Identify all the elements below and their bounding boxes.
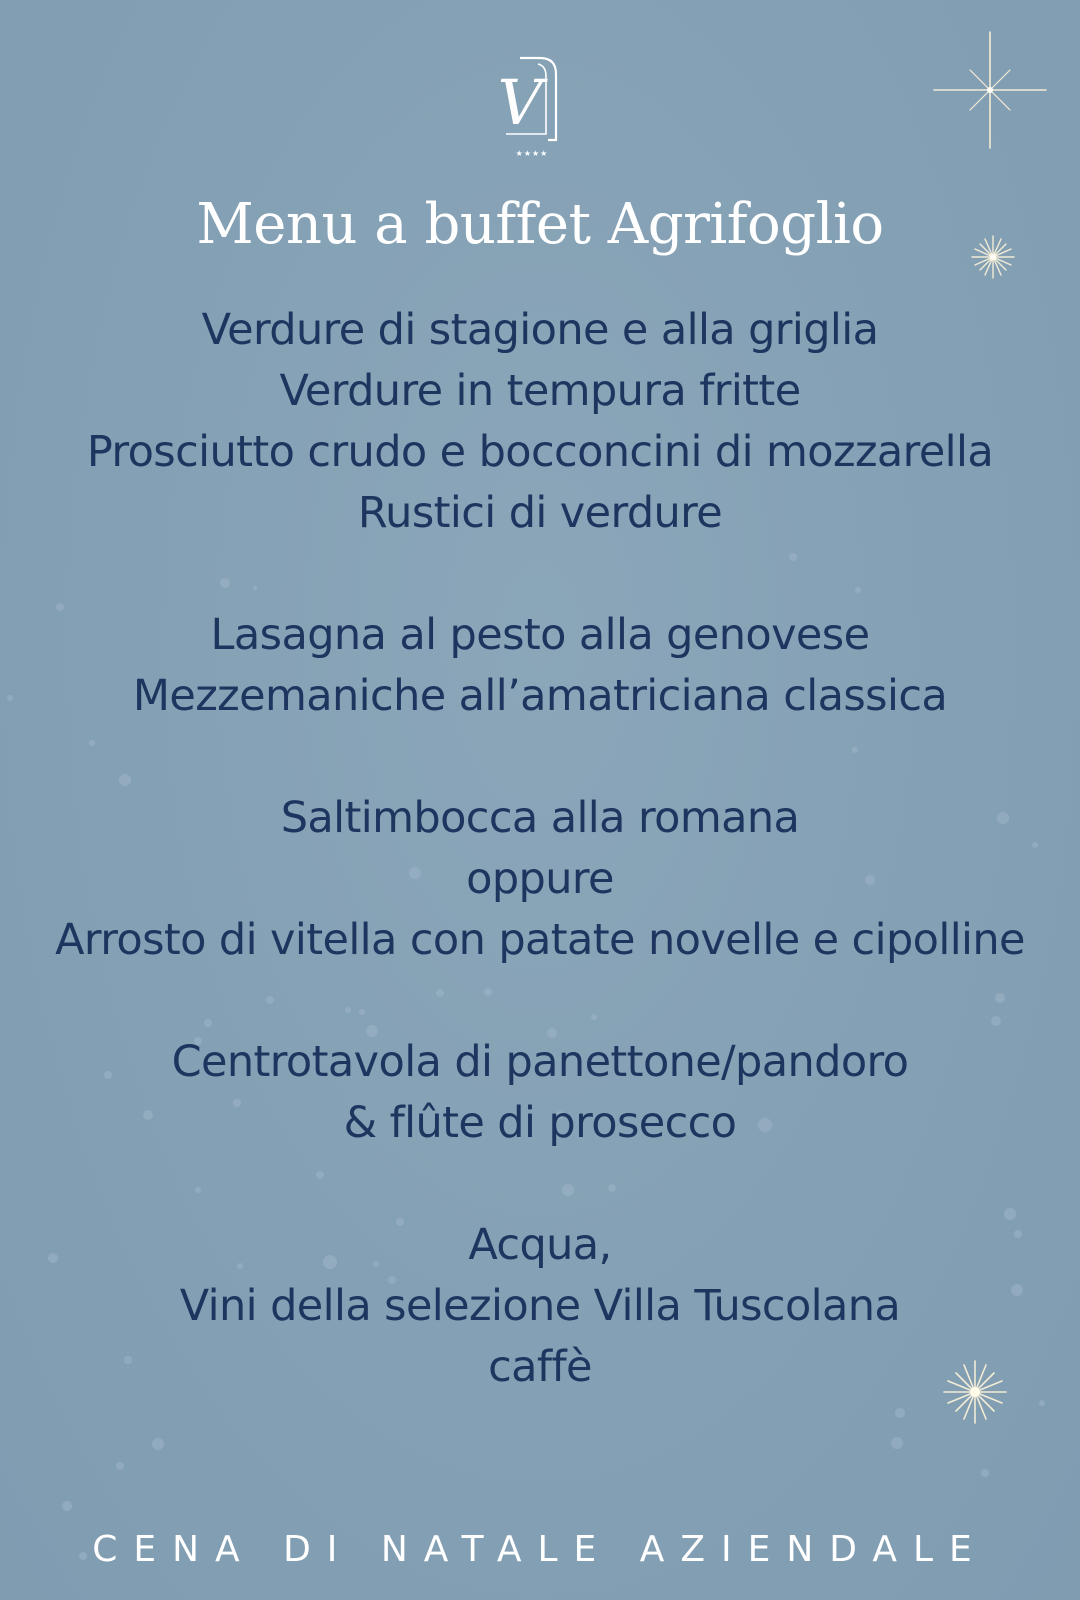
menu-item: Verdure di stagione e alla griglia	[201, 305, 879, 355]
section-spacer	[0, 1154, 1080, 1215]
menu-item: Acqua,	[468, 1220, 612, 1270]
menu-item: Rustici di verdure	[357, 488, 723, 538]
menu-item: Verdure in tempura fritte	[279, 366, 801, 416]
menu-item: oppure	[466, 854, 614, 904]
menu-section-secondi	[0, 788, 1080, 971]
menu-item: Arrosto di vitella con patate novelle e cipolline	[55, 915, 1025, 965]
menu-item: Centrotavola di panettone/pandoro	[171, 1037, 909, 1087]
menu-item: Lasagna al pesto alla genovese	[210, 610, 870, 660]
menu-section-bevande	[0, 1215, 1080, 1398]
menu-item: caffè	[488, 1342, 592, 1392]
menu-section-primi	[0, 605, 1080, 727]
footer-caption: CENA DI NATALE AZIENDALE	[92, 1529, 988, 1570]
logo-stars: ★★★★	[515, 149, 549, 158]
villa-tuscolana-logo-icon	[490, 50, 570, 160]
menu-item: Vini della selezione Villa Tuscolana	[179, 1281, 901, 1331]
menu-item: Saltimbocca alla romana	[280, 793, 800, 843]
section-spacer	[0, 727, 1080, 788]
logo-monogram: V	[497, 66, 543, 139]
menu-item: Mezzemaniche all’amatriciana classica	[132, 671, 948, 721]
page-title: Menu a buffet Agrifoglio	[196, 192, 884, 257]
section-spacer	[0, 544, 1080, 605]
section-spacer	[0, 971, 1080, 1032]
menu-item: & flûte di prosecco	[343, 1098, 737, 1148]
menu-section-dolci	[0, 1032, 1080, 1154]
menu-item: Prosciutto crudo e bocconcini di mozzarella	[86, 427, 994, 477]
menu-section-antipasti	[0, 300, 1080, 544]
sparkle-star-icon	[930, 30, 1050, 150]
menu-list	[0, 300, 1080, 1398]
